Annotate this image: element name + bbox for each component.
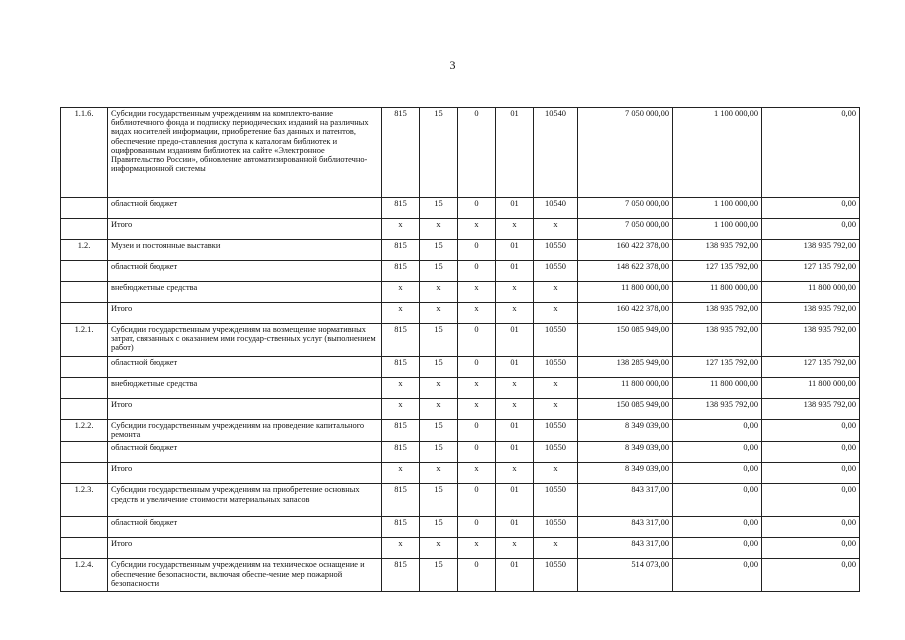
col-kind: 10540 — [534, 108, 578, 198]
row-code: 1.2.3. — [61, 484, 108, 517]
row-name: Субсидии государственным учреждениям на приобретение основных средств и увеличение стоимости материальных запасов — [108, 484, 382, 517]
col-subsection: x — [458, 399, 496, 420]
col-section: x — [420, 463, 458, 484]
col-target: 01 — [496, 108, 534, 198]
value-year-3: 0,00 — [762, 198, 860, 219]
value-year-3: 0,00 — [762, 219, 860, 240]
col-target: x — [496, 538, 534, 559]
col-subsection: 0 — [458, 261, 496, 282]
value-year-2: 0,00 — [673, 559, 762, 592]
col-kind: 10550 — [534, 484, 578, 517]
row-name: областной бюджет — [108, 442, 382, 463]
value-year-2: 0,00 — [673, 484, 762, 517]
value-year-1: 8 349 039,00 — [578, 463, 673, 484]
col-grbs: 815 — [382, 484, 420, 517]
value-year-2: 11 800 000,00 — [673, 378, 762, 399]
row-code — [61, 261, 108, 282]
col-kind: 10550 — [534, 240, 578, 261]
col-section: 15 — [420, 198, 458, 219]
value-year-1: 11 800 000,00 — [578, 378, 673, 399]
col-subsection: x — [458, 463, 496, 484]
col-section: x — [420, 282, 458, 303]
value-year-1: 150 085 949,00 — [578, 399, 673, 420]
value-year-1: 843 317,00 — [578, 517, 673, 538]
col-kind: 10540 — [534, 198, 578, 219]
value-year-1: 7 050 000,00 — [578, 198, 673, 219]
col-kind: x — [534, 303, 578, 324]
row-name: Итого — [108, 303, 382, 324]
row-code — [61, 463, 108, 484]
value-year-2: 0,00 — [673, 420, 762, 442]
col-section: 15 — [420, 261, 458, 282]
table-row — [61, 240, 860, 261]
value-year-3: 138 935 792,00 — [762, 303, 860, 324]
row-name: Субсидии государственным учреждениям на техническое оснащение и обеспечение безопасности, включая обеспе-чение мер пожарной безопасности — [108, 559, 382, 592]
row-name: Итого — [108, 463, 382, 484]
table-row — [61, 219, 860, 240]
col-kind: 10550 — [534, 324, 578, 357]
row-code — [61, 282, 108, 303]
col-target: 01 — [496, 559, 534, 592]
value-year-1: 8 349 039,00 — [578, 420, 673, 442]
value-year-2: 127 135 792,00 — [673, 357, 762, 378]
value-year-3: 0,00 — [762, 463, 860, 484]
col-kind: x — [534, 282, 578, 303]
col-grbs: 815 — [382, 559, 420, 592]
row-code — [61, 378, 108, 399]
col-target: x — [496, 282, 534, 303]
value-year-2: 0,00 — [673, 538, 762, 559]
col-grbs: x — [382, 399, 420, 420]
value-year-3: 138 935 792,00 — [762, 399, 860, 420]
table-row — [61, 261, 860, 282]
row-name: Музеи и постоянные выставки — [108, 240, 382, 261]
col-section: 15 — [420, 559, 458, 592]
row-name: Итого — [108, 399, 382, 420]
col-kind: x — [534, 399, 578, 420]
table-row — [61, 324, 860, 357]
row-name: областной бюджет — [108, 261, 382, 282]
col-grbs: 815 — [382, 261, 420, 282]
col-subsection: 0 — [458, 108, 496, 198]
col-kind: 10550 — [534, 261, 578, 282]
row-code: 1.2. — [61, 240, 108, 261]
col-subsection: x — [458, 303, 496, 324]
col-kind: x — [534, 463, 578, 484]
col-target: x — [496, 219, 534, 240]
table-row — [61, 303, 860, 324]
col-kind: x — [534, 219, 578, 240]
table-row — [61, 198, 860, 219]
value-year-1: 843 317,00 — [578, 484, 673, 517]
col-section: 15 — [420, 357, 458, 378]
value-year-1: 160 422 378,00 — [578, 240, 673, 261]
col-kind: 10550 — [534, 517, 578, 538]
row-name: областной бюджет — [108, 198, 382, 219]
col-kind: 10550 — [534, 357, 578, 378]
col-target: 01 — [496, 261, 534, 282]
value-year-1: 8 349 039,00 — [578, 442, 673, 463]
col-grbs: 815 — [382, 108, 420, 198]
table-row — [61, 108, 860, 198]
col-subsection: 0 — [458, 324, 496, 357]
col-target: 01 — [496, 517, 534, 538]
col-section: 15 — [420, 484, 458, 517]
col-subsection: 0 — [458, 442, 496, 463]
col-section: x — [420, 399, 458, 420]
col-target: x — [496, 303, 534, 324]
col-section: 15 — [420, 517, 458, 538]
table-row — [61, 399, 860, 420]
page-number: 3 — [449, 58, 456, 72]
col-section: x — [420, 538, 458, 559]
col-section: 15 — [420, 240, 458, 261]
col-target: 01 — [496, 198, 534, 219]
col-target: 01 — [496, 442, 534, 463]
value-year-2: 1 100 000,00 — [673, 198, 762, 219]
value-year-2: 127 135 792,00 — [673, 261, 762, 282]
value-year-3: 0,00 — [762, 108, 860, 198]
col-grbs: 815 — [382, 198, 420, 219]
value-year-2: 11 800 000,00 — [673, 282, 762, 303]
row-code: 1.2.4. — [61, 559, 108, 592]
col-kind: 10550 — [534, 442, 578, 463]
col-kind: 10550 — [534, 420, 578, 442]
value-year-1: 7 050 000,00 — [578, 108, 673, 198]
row-code — [61, 442, 108, 463]
col-target: 01 — [496, 357, 534, 378]
table-row — [61, 378, 860, 399]
col-target: x — [496, 399, 534, 420]
col-subsection: x — [458, 538, 496, 559]
value-year-2: 0,00 — [673, 517, 762, 538]
value-year-1: 148 622 378,00 — [578, 261, 673, 282]
value-year-2: 138 935 792,00 — [673, 399, 762, 420]
row-code — [61, 357, 108, 378]
col-kind: x — [534, 538, 578, 559]
row-code: 1.1.6. — [61, 108, 108, 198]
col-subsection: 0 — [458, 357, 496, 378]
col-grbs: x — [382, 538, 420, 559]
row-name: областной бюджет — [108, 357, 382, 378]
col-target: x — [496, 378, 534, 399]
value-year-3: 138 935 792,00 — [762, 240, 860, 261]
col-subsection: x — [458, 219, 496, 240]
col-grbs: x — [382, 378, 420, 399]
row-name: Итого — [108, 538, 382, 559]
value-year-3: 0,00 — [762, 420, 860, 442]
value-year-1: 160 422 378,00 — [578, 303, 673, 324]
table-row — [61, 538, 860, 559]
value-year-1: 11 800 000,00 — [578, 282, 673, 303]
col-section: 15 — [420, 420, 458, 442]
row-name: Итого — [108, 219, 382, 240]
row-name: Субсидии государственным учреждениям на возмещение нормативных затрат, связанных с оказанием ими государ-ственных услуг (выполнением работ) — [108, 324, 382, 357]
value-year-3: 138 935 792,00 — [762, 324, 860, 357]
col-subsection: x — [458, 378, 496, 399]
row-code — [61, 538, 108, 559]
col-kind: x — [534, 378, 578, 399]
value-year-3: 127 135 792,00 — [762, 357, 860, 378]
value-year-1: 138 285 949,00 — [578, 357, 673, 378]
col-subsection: 0 — [458, 517, 496, 538]
col-subsection: x — [458, 282, 496, 303]
col-target: 01 — [496, 240, 534, 261]
col-subsection: 0 — [458, 559, 496, 592]
budget-table — [60, 107, 860, 592]
col-subsection: 0 — [458, 420, 496, 442]
col-section: 15 — [420, 442, 458, 463]
table-row — [61, 463, 860, 484]
col-subsection: 0 — [458, 484, 496, 517]
table-row — [61, 517, 860, 538]
row-name: внебюджетные средства — [108, 378, 382, 399]
col-target: 01 — [496, 420, 534, 442]
value-year-2: 138 935 792,00 — [673, 303, 762, 324]
row-code — [61, 198, 108, 219]
table-row — [61, 442, 860, 463]
value-year-3: 0,00 — [762, 538, 860, 559]
col-kind: 10550 — [534, 559, 578, 592]
col-section: x — [420, 378, 458, 399]
col-grbs: x — [382, 463, 420, 484]
row-code — [61, 517, 108, 538]
value-year-1: 843 317,00 — [578, 538, 673, 559]
value-year-3: 0,00 — [762, 484, 860, 517]
col-grbs: x — [382, 282, 420, 303]
row-code — [61, 303, 108, 324]
value-year-2: 1 100 000,00 — [673, 219, 762, 240]
row-name: Субсидии государственным учреждениям на проведение капитального ремонта — [108, 420, 382, 442]
col-grbs: x — [382, 303, 420, 324]
row-code: 1.2.2. — [61, 420, 108, 442]
col-grbs: x — [382, 219, 420, 240]
col-section: 15 — [420, 324, 458, 357]
col-grbs: 815 — [382, 324, 420, 357]
row-code — [61, 219, 108, 240]
value-year-1: 7 050 000,00 — [578, 219, 673, 240]
col-grbs: 815 — [382, 240, 420, 261]
col-subsection: 0 — [458, 240, 496, 261]
value-year-1: 514 073,00 — [578, 559, 673, 592]
col-section: x — [420, 219, 458, 240]
row-name: областной бюджет — [108, 517, 382, 538]
row-name: внебюджетные средства — [108, 282, 382, 303]
table-row — [61, 420, 860, 442]
col-target: 01 — [496, 484, 534, 517]
row-code: 1.2.1. — [61, 324, 108, 357]
table-row — [61, 484, 860, 517]
col-target: 01 — [496, 324, 534, 357]
value-year-2: 138 935 792,00 — [673, 240, 762, 261]
col-grbs: 815 — [382, 517, 420, 538]
row-name: Субсидии государственным учреждениям на комплекто-вание библиотечного фонда и подписку периодических изданий на различных видах носителей информации, приобретение баз данных и патентов, обеспечение предо-ставления доступа к каталогам библиотек и оцифрованным изданиям библиотек на сайте «Электронное Правительство России», обновление автоматизированной библиотечно-информационной системы — [108, 108, 382, 198]
col-section: 15 — [420, 108, 458, 198]
value-year-2: 0,00 — [673, 463, 762, 484]
col-target: x — [496, 463, 534, 484]
col-grbs: 815 — [382, 420, 420, 442]
col-grbs: 815 — [382, 442, 420, 463]
table-row — [61, 559, 860, 592]
value-year-3: 127 135 792,00 — [762, 261, 860, 282]
table-row — [61, 357, 860, 378]
value-year-3: 0,00 — [762, 559, 860, 592]
value-year-2: 138 935 792,00 — [673, 324, 762, 357]
col-subsection: 0 — [458, 198, 496, 219]
col-grbs: 815 — [382, 357, 420, 378]
col-section: x — [420, 303, 458, 324]
row-code — [61, 399, 108, 420]
table-body — [61, 108, 860, 592]
value-year-3: 0,00 — [762, 517, 860, 538]
value-year-3: 11 800 000,00 — [762, 378, 860, 399]
value-year-3: 11 800 000,00 — [762, 282, 860, 303]
value-year-3: 0,00 — [762, 442, 860, 463]
value-year-1: 150 085 949,00 — [578, 324, 673, 357]
value-year-2: 0,00 — [673, 442, 762, 463]
value-year-2: 1 100 000,00 — [673, 108, 762, 198]
table-row — [61, 282, 860, 303]
